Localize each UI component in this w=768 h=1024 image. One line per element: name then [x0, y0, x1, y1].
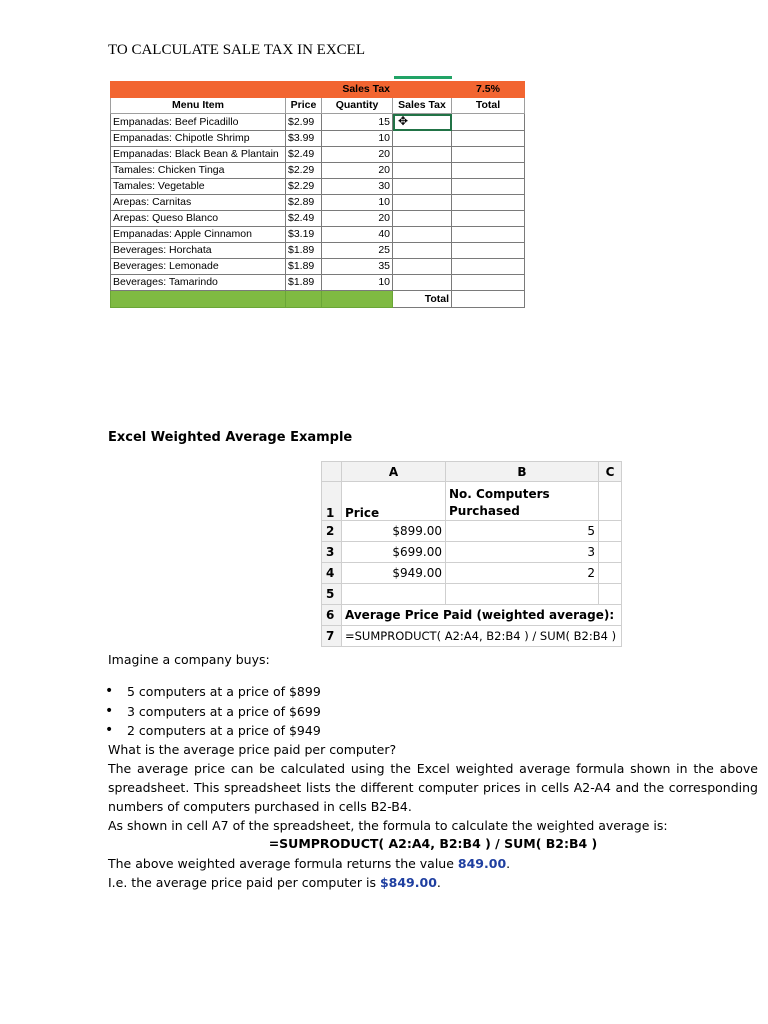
menu-item-cell[interactable]: Tamales: Chicken Tinga: [111, 163, 286, 179]
header-total[interactable]: Total: [452, 98, 525, 114]
sales-tax-label-cell[interactable]: Sales Tax: [322, 82, 393, 98]
corner-cell[interactable]: [322, 462, 342, 482]
price-cell[interactable]: $1.89: [286, 243, 322, 259]
footer-band-row: [111, 291, 525, 308]
column-header-row: [322, 462, 622, 482]
table-row: [322, 584, 622, 605]
cell-c4[interactable]: [599, 563, 622, 584]
cell-c1[interactable]: [599, 482, 622, 521]
table-row: [322, 482, 622, 521]
table-row: [322, 521, 622, 542]
table-row: [322, 563, 622, 584]
bullet-list: [108, 682, 321, 741]
quantity-cell[interactable]: 30: [322, 179, 393, 195]
menu-item-cell[interactable]: Beverages: Horchata: [111, 243, 286, 259]
list-item: • 2 computers at a price of $949: [108, 721, 321, 741]
grand-total-cell[interactable]: [452, 291, 525, 308]
table-row: [111, 195, 525, 211]
menu-item-cell[interactable]: Empanadas: Beef Picadillo: [111, 114, 286, 131]
table-row: [111, 179, 525, 195]
question-text: What is the average price paid per computer?: [108, 742, 397, 757]
table-row: [111, 131, 525, 147]
column-header-a[interactable]: A: [342, 462, 446, 482]
weighted-average-table: [321, 461, 622, 647]
cell[interactable]: [322, 291, 393, 308]
table-row: [111, 114, 525, 131]
table-row: [111, 163, 525, 179]
row-header[interactable]: 4: [322, 563, 342, 584]
header-sales-tax[interactable]: Sales Tax: [393, 98, 452, 114]
header-quantity[interactable]: Quantity: [322, 98, 393, 114]
total-cell[interactable]: [452, 163, 525, 179]
table-row: [111, 243, 525, 259]
menu-item-cell[interactable]: Tamales: Vegetable: [111, 179, 286, 195]
result-value: 849.00: [457, 856, 507, 871]
row-header[interactable]: 3: [322, 542, 342, 563]
row-header[interactable]: 1: [322, 482, 342, 521]
quantity-cell[interactable]: 40: [322, 227, 393, 243]
price-cell[interactable]: $2.29: [286, 179, 322, 195]
quantity-cell[interactable]: 25: [322, 243, 393, 259]
price-cell[interactable]: $1.89: [286, 275, 322, 291]
cell-a7[interactable]: =SUMPRODUCT( A2:A4, B2:B4 ) / SUM( B2:B4 ): [342, 626, 622, 647]
price-cell[interactable]: $2.89: [286, 195, 322, 211]
total-cell[interactable]: [452, 114, 525, 131]
table-row: [111, 227, 525, 243]
weighted-average-spreadsheet: [321, 461, 622, 647]
price-cell[interactable]: $2.49: [286, 147, 322, 163]
sales-tax-cell[interactable]: [393, 211, 452, 227]
sales-tax-cell[interactable]: [393, 195, 452, 211]
total-cell[interactable]: [452, 179, 525, 195]
list-item: • 5 computers at a price of $899: [108, 682, 321, 702]
menu-item-cell[interactable]: Beverages: Lemonade: [111, 259, 286, 275]
row-header[interactable]: 2: [322, 521, 342, 542]
row-header[interactable]: 6: [322, 605, 342, 626]
total-cell[interactable]: [452, 227, 525, 243]
cell[interactable]: [111, 82, 286, 98]
result-prefix: The above weighted average formula returns the value: [108, 856, 458, 871]
cell-b2[interactable]: 5: [446, 521, 599, 542]
price-cell[interactable]: $2.29: [286, 163, 322, 179]
sales-tax-cell[interactable]: [393, 259, 452, 275]
sales-tax-cell[interactable]: [393, 227, 452, 243]
formula-text: =SUMPRODUCT( A2:A4, B2:B4 ) / SUM( B2:B4 ): [268, 836, 598, 851]
cell-a5[interactable]: [342, 584, 446, 605]
total-cell[interactable]: [452, 211, 525, 227]
total-cell[interactable]: [452, 275, 525, 291]
cell-a3[interactable]: $699.00: [342, 542, 446, 563]
quantity-cell[interactable]: 20: [322, 147, 393, 163]
row-header[interactable]: 7: [322, 626, 342, 647]
ie-line: [108, 873, 758, 892]
menu-item-cell[interactable]: Beverages: Tamarindo: [111, 275, 286, 291]
explanation-text: The average price can be calculated using the Excel weighted average formula shown in the above spreadsheet. This spreadsheet lists the different computer prices in cells A2-A4 and the corresponding numbers of computers purchased in cells B2-B4.: [108, 761, 758, 814]
cell-a1[interactable]: Price: [342, 482, 446, 521]
table-row: [111, 275, 525, 291]
column-header-strip: [110, 72, 524, 81]
total-cell[interactable]: [452, 195, 525, 211]
intro-text: Imagine a company buys:: [108, 652, 270, 667]
cell-c5[interactable]: [599, 584, 622, 605]
table-row: [322, 626, 622, 647]
price-cell[interactable]: $2.49: [286, 211, 322, 227]
header-menu-item[interactable]: Menu Item: [111, 98, 286, 114]
sales-tax-cell[interactable]: [393, 179, 452, 195]
row-header[interactable]: 5: [322, 584, 342, 605]
cell-b5[interactable]: [446, 584, 599, 605]
ie-suffix: .: [436, 875, 441, 890]
cell-a6[interactable]: Average Price Paid (weighted average):: [342, 605, 622, 626]
cell[interactable]: [286, 82, 322, 98]
price-cell[interactable]: $1.89: [286, 259, 322, 275]
menu-item-cell[interactable]: Empanadas: Chipotle Shrimp: [111, 131, 286, 147]
sales-tax-cell[interactable]: [393, 163, 452, 179]
price-cell[interactable]: $3.99: [286, 131, 322, 147]
total-cell[interactable]: [452, 131, 525, 147]
table-row: [111, 211, 525, 227]
column-header-c[interactable]: C: [599, 462, 622, 482]
quantity-cell[interactable]: 20: [322, 211, 393, 227]
result-suffix: .: [506, 856, 511, 871]
cell[interactable]: [286, 291, 322, 308]
total-label-cell[interactable]: Total: [393, 291, 452, 308]
menu-item-cell[interactable]: Arepas: Queso Blanco: [111, 211, 286, 227]
table-row: [322, 542, 622, 563]
sales-tax-cell[interactable]: [393, 147, 452, 163]
cell-a2[interactable]: $899.00: [342, 521, 446, 542]
sales-tax-table: [110, 81, 525, 308]
cell-b3[interactable]: 3: [446, 542, 599, 563]
sales-tax-cell[interactable]: [393, 131, 452, 147]
table-row: [111, 147, 525, 163]
header-band-row: [111, 82, 525, 98]
total-cell[interactable]: [452, 147, 525, 163]
sales-tax-spreadsheet: [110, 72, 524, 308]
ie-value: $849.00: [379, 875, 437, 890]
selected-column-indicator: [394, 76, 452, 79]
total-cell[interactable]: [452, 259, 525, 275]
result-line: [108, 854, 758, 873]
active-sales-tax-cell[interactable]: [393, 114, 452, 131]
cell[interactable]: [393, 82, 452, 98]
list-item: • 3 computers at a price of $699: [108, 702, 321, 722]
weighted-average-heading: Excel Weighted Average Example: [108, 430, 353, 445]
total-cell[interactable]: [452, 243, 525, 259]
cell-a7-note: As shown in cell A7 of the spreadsheet, the formula to calculate the weighted average is:: [108, 818, 668, 833]
price-cell[interactable]: $2.99: [286, 114, 322, 131]
page-title: TO CALCULATE SALE TAX IN EXCEL: [108, 42, 365, 58]
table-row: [322, 605, 622, 626]
sales-tax-cell[interactable]: [393, 243, 452, 259]
column-headers-row: [111, 98, 525, 114]
menu-item-cell[interactable]: Empanadas: Apple Cinnamon: [111, 227, 286, 243]
menu-item-cell[interactable]: Empanadas: Black Bean & Plantain: [111, 147, 286, 163]
quantity-cell[interactable]: 20: [322, 163, 393, 179]
cell-b1[interactable]: No. Computers Purchased: [446, 482, 599, 521]
cell-cursor-icon: ✥: [398, 114, 409, 128]
ie-prefix: I.e. the average price paid per computer is: [108, 875, 380, 890]
cell-b4[interactable]: 2: [446, 563, 599, 584]
cell-c2[interactable]: [599, 521, 622, 542]
tax-rate-cell[interactable]: 7.5%: [452, 82, 525, 98]
cell[interactable]: [111, 291, 286, 308]
sales-tax-cell[interactable]: [393, 275, 452, 291]
quantity-cell[interactable]: 15: [322, 114, 393, 131]
price-cell[interactable]: $3.19: [286, 227, 322, 243]
cell-a4[interactable]: $949.00: [342, 563, 446, 584]
quantity-cell[interactable]: 10: [322, 275, 393, 291]
menu-item-cell[interactable]: Arepas: Carnitas: [111, 195, 286, 211]
quantity-cell[interactable]: 35: [322, 259, 393, 275]
table-row: [111, 259, 525, 275]
quantity-cell[interactable]: 10: [322, 195, 393, 211]
column-header-b[interactable]: B: [446, 462, 599, 482]
cell-c3[interactable]: [599, 542, 622, 563]
quantity-cell[interactable]: 10: [322, 131, 393, 147]
header-price[interactable]: Price: [286, 98, 322, 114]
